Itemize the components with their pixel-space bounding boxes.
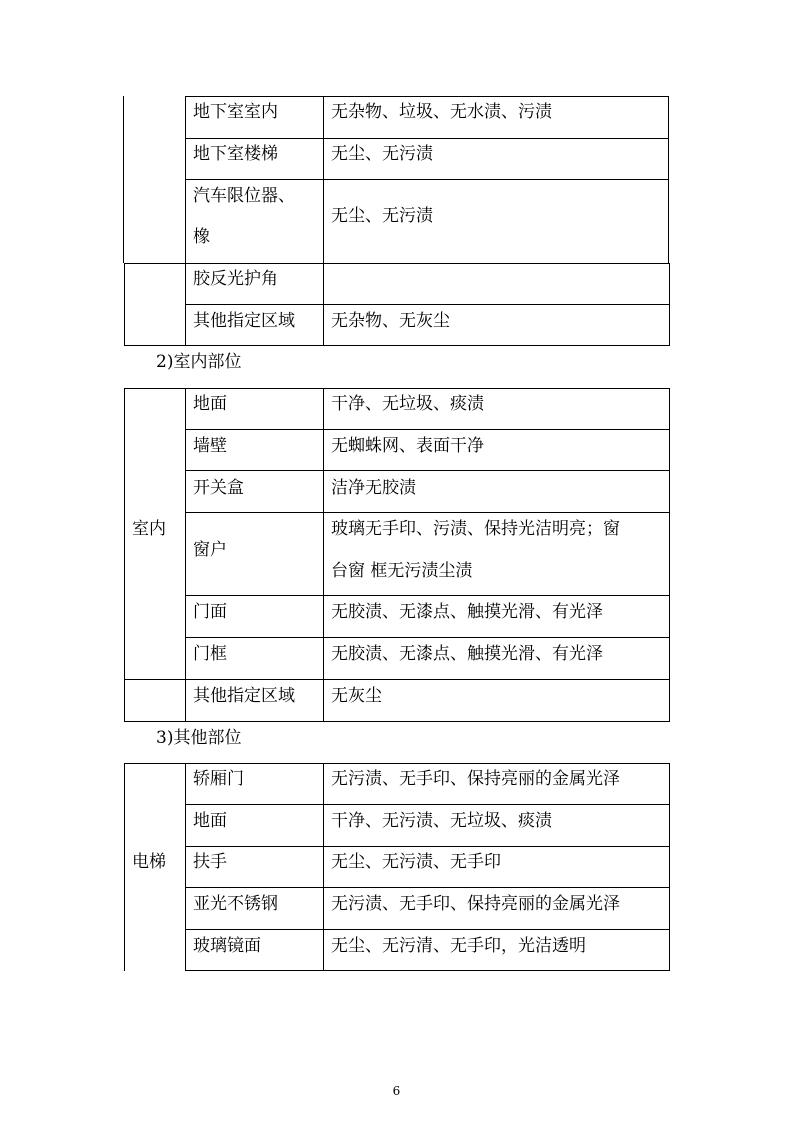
area-cell: 轿厢门	[193, 769, 244, 789]
area-cell: 汽车限位器、	[193, 186, 295, 206]
standard-cell: 无尘、无污渍、无手印	[331, 852, 501, 872]
standard-cell: 干净、无垃圾、痰渍	[331, 394, 484, 414]
standard-cell: 无胶渍、无漆点、触摸光滑、有光泽	[331, 602, 603, 622]
area-cell: 开关盒	[193, 478, 244, 498]
standard-cell: 台窗 框无污渍尘渍	[331, 561, 473, 581]
page-number: 6	[392, 1084, 401, 1098]
standard-cell: 无污渍、无手印、保持亮丽的金属光泽	[331, 769, 620, 789]
area-cell: 扶手	[193, 852, 227, 872]
standard-cell: 无胶渍、无漆点、触摸光滑、有光泽	[331, 644, 603, 664]
area-cell: 其他指定区域	[193, 686, 295, 706]
area-cell: 墙壁	[193, 436, 227, 456]
standard-cell: 玻璃无手印、污渍、保持光洁明亮；窗	[331, 519, 620, 539]
standard-cell: 无污渍、无手印、保持亮丽的金属光泽	[331, 894, 620, 914]
area-cell: 地面	[193, 811, 227, 831]
group-label-indoor: 室内	[132, 519, 166, 539]
area-cell: 地下室楼梯	[193, 144, 278, 164]
standard-cell: 干净、无污渍、无垃圾、痰渍	[331, 811, 552, 831]
section-heading-other: 3)其他部位	[156, 728, 242, 748]
group-label-elevator: 电梯	[132, 852, 166, 872]
standard-cell: 洁净无胶渍	[331, 478, 416, 498]
area-cell: 地面	[193, 394, 227, 414]
section-heading-indoor: 2)室内部位	[156, 352, 242, 372]
standard-cell: 无尘、无污渍	[331, 144, 433, 164]
area-cell: 窗户	[193, 540, 227, 560]
area-cell: 橡	[193, 227, 210, 247]
standard-cell: 无杂物、无灰尘	[331, 311, 450, 331]
area-cell: 其他指定区域	[193, 311, 295, 331]
standard-cell: 无尘、无污渍	[331, 206, 433, 226]
standard-cell: 无尘、无污清、无手印，光洁透明	[331, 936, 586, 956]
area-cell: 地下室室内	[193, 102, 278, 122]
area-cell: 门面	[193, 602, 227, 622]
standard-cell: 无杂物、垃圾、无水渍、污渍	[331, 102, 552, 122]
area-cell: 门框	[193, 644, 227, 664]
area-cell: 胶反光护角	[193, 269, 278, 289]
standard-cell: 无灰尘	[331, 686, 382, 706]
standard-cell: 无蜘蛛网、表面干净	[331, 436, 484, 456]
area-cell: 玻璃镜面	[193, 936, 261, 956]
area-cell: 亚光不锈钢	[193, 894, 278, 914]
